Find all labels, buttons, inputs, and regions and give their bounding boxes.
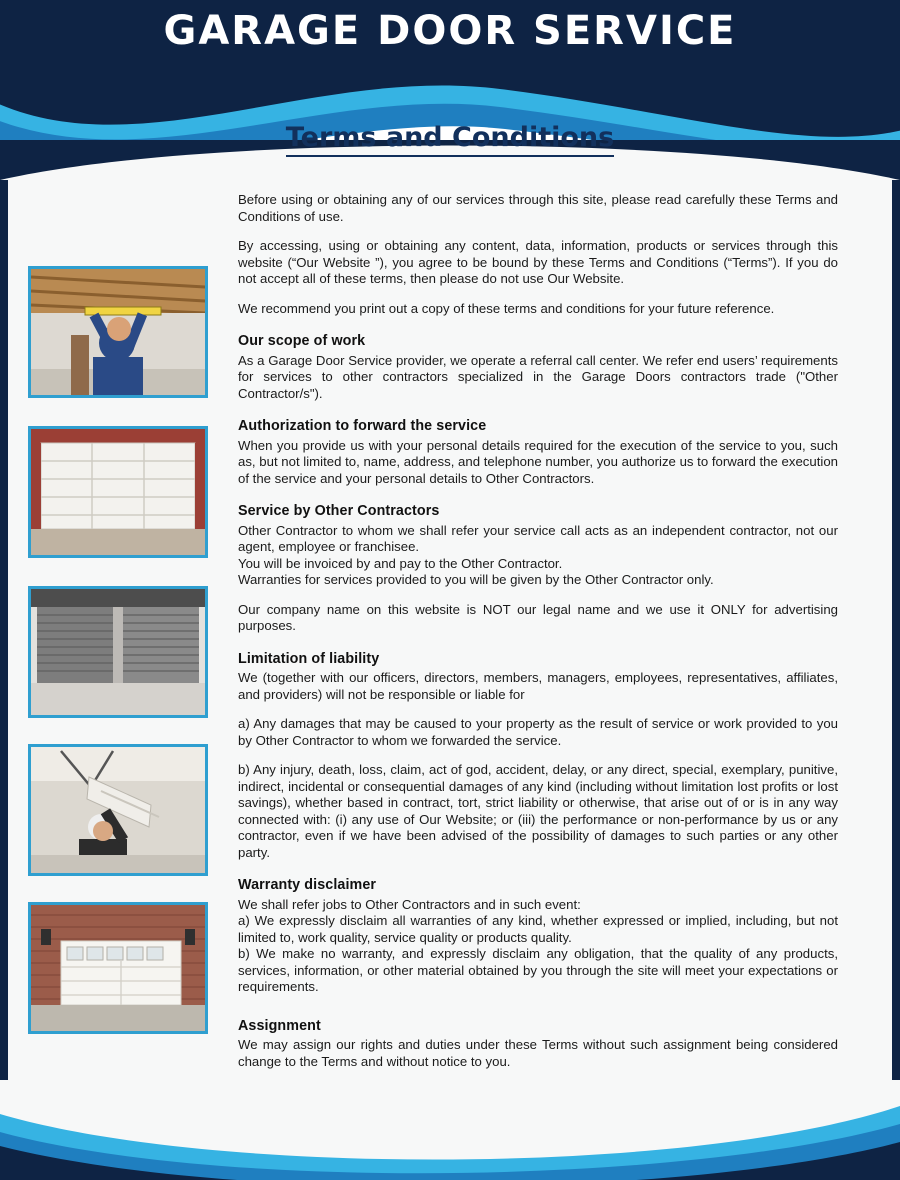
section-paragraph: b) We make no warranty, and expressly disclaim any obligation, that the quality of any products, services, information, or other material obtained by you through the site will meet your expectations or requirements. <box>238 946 838 994</box>
section-paragraph: Warranties for services provided to you will be given by the Other Contractor only. <box>238 572 714 587</box>
section-paragraph: a) We expressly disclaim all warranties of any kind, whether expressed or implied, including, but not limited to, work quality, service quality or products quality. <box>238 913 838 945</box>
section-paragraph: As a Garage Door Service provider, we operate a referral call center. We refer end users’ requirements for services to other contractors specialized in the Garage Doors contractors trade ("Other Contractor/s"). <box>238 352 838 401</box>
section-assignment <box>238 1018 838 1071</box>
photo-grey-rolling-shutter-doors <box>28 586 208 718</box>
section-paragraph: You will be invoiced by and pay to the Other Contractor. <box>238 555 563 571</box>
page-title <box>0 122 900 153</box>
section-scope-of-work <box>238 333 838 402</box>
section-paragraph: We may assign our rights and duties under these Terms without such assignment being considered change to the Terms and without notice to you. <box>238 1037 838 1069</box>
section-heading: Assignment <box>238 1017 321 1034</box>
section-paragraph: We (together with our officers, directors, members, managers, employees, representatives, affiliates, and providers) will not be responsible or liable for <box>238 670 838 702</box>
section-heading: Service by Other Contractors <box>238 503 440 519</box>
photo-technician-lifting-door-panel <box>28 744 208 876</box>
intro-paragraph-2: By accessing, using or obtaining any content, data, information, products or services through this website (“Our Website ”), you agree to be bound by these Terms and Conditions (“Terms”). If you do not accept all of these terms, then please do not use Our Website. <box>238 238 838 286</box>
section-heading: Warranty disclaimer <box>238 877 377 893</box>
section-warranty-disclaimer <box>238 877 838 996</box>
section-paragraph: b) Any injury, death, loss, claim, act of god, accident, delay, or any direct, special, exemplary, punitive, indirect, incidental or consequential damages of any kind (including without limitation lost profits or lost savings), whether based in contract, tort, strict liability or otherwise, that arise out of or is in any way connected with: (i) any use of Our Website; or (iii) the performance or non-performance by us or any contractor, even if we have been advised of the possibility of damages to such parties or any other party. <box>238 762 838 860</box>
section-heading: Our scope of work <box>238 333 366 349</box>
section-heading: Authorization to forward the service <box>238 418 487 434</box>
intro-paragraph-3: We recommend you print out a copy of these terms and conditions for your future reference. <box>238 300 775 316</box>
footer-wave-decoration <box>0 1080 900 1180</box>
section-service-by-other-contractors <box>238 503 838 635</box>
section-paragraph: a) Any damages that may be caused to your property as the result of service or work provided to you by Other Contractor to whom we forwarded the service. <box>238 716 838 748</box>
section-limitation-of-liability <box>238 651 838 862</box>
page-title-text: Terms and Conditions <box>286 122 614 157</box>
photo-technician-installing-garage-door-rail <box>28 266 208 398</box>
photo-white-carriage-garage-door-brick-house <box>28 902 208 1034</box>
photo-white-sectional-garage-door <box>28 426 208 558</box>
section-authorization-to-forward <box>238 418 838 487</box>
section-paragraph: Our company name on this website is NOT our legal name and we use it ONLY for advertising purposes. <box>238 601 838 633</box>
section-paragraph: We shall refer jobs to Other Contractors and in such event: <box>238 896 581 912</box>
section-heading: Limitation of liability <box>238 650 380 667</box>
intro-paragraph-1: Before using or obtaining any of our services through this site, please read carefully these Terms and Conditions of use. <box>238 192 838 224</box>
terms-content <box>238 192 838 1083</box>
section-paragraph: When you provide us with your personal details required for the execution of the service to you, such as, but not limited to, name, address, and telephone number, you authorize us to forward the execution of the service and your personal details to Other Contractors. <box>238 437 838 486</box>
section-paragraph: Other Contractor to whom we shall refer your service call acts as an independent contractor, not our agent, employee or franchisee. <box>238 522 838 554</box>
brand-title: GARAGE DOOR SERVICE <box>163 8 737 54</box>
